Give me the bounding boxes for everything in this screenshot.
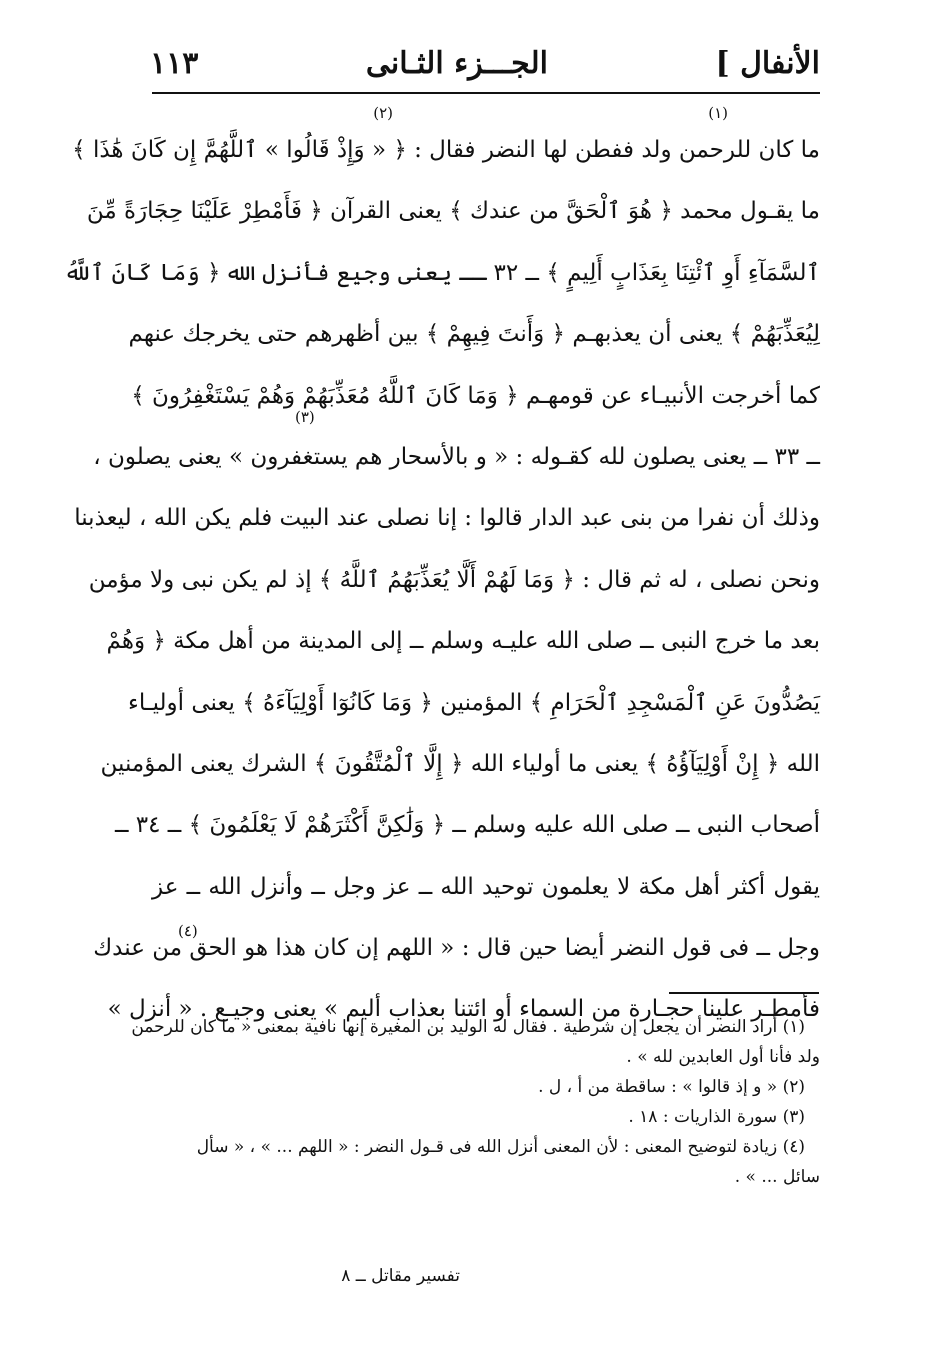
- body-line: ــ ٣٣ ــ يعنى يصلون لله كقـوله : « و بالأسحار هم يستغفرون » يعنى يصلون ،: [93, 443, 820, 470]
- body-text: [63, 120, 820, 1041]
- footnote-mark-3: (٣): [295, 408, 315, 426]
- body-line: وجل ــ فى قول النضر أيضا حين قال : « اللهم إن كان هذا هو الحق من عندك: [93, 935, 820, 962]
- footnotes: [131, 1012, 820, 1192]
- body-line: يَصُدُّونَ عَنِ ٱلْمَسْجِدِ ٱلْحَرَامِ ﴾ المؤمنين ﴿ وَمَا كَانُوٓا أَوْلِيَآءَهُ ﴾ يعنى أوليـاء: [128, 689, 820, 716]
- footnote-mark-2: (٢): [373, 104, 393, 122]
- body-line: ما كان للرحمن ولد ففطن لها النضر فقال : ﴿ « وَإِذْ قَالُوا » ٱللَّهُمَّ إِن كَانَ هَٰذَا ﴾: [72, 137, 820, 163]
- body-line: يقول أكثر أهل مكة لا يعلمون توحيد الله ــ عز وجل ــ وأنزل الله ــ عز: [152, 873, 820, 900]
- body-line: ما يقـول محمد ﴿ هُوَ ٱلْحَقَّ من عندك ﴾ يعنى القرآن ﴿ فَأَمْطِرْ عَلَيْنَا حِجَارَةً مِّنَ: [86, 198, 820, 225]
- body-line: ٱلسَّمَآءِ أَوِ ٱئْتِنَا بِعَذَابٍ أَلِيمٍ ﴾ ــ ٣٢ ــ يعنى وجيع فأنزل الله ﴿ وَمَا كَانَ ٱللَّهُ: [63, 259, 820, 286]
- footnote-1: (١) أراد النضر أن يجعل إن شرطية . فقال له الوليد بن المغيرة إنها نافية بمعنى « ما كان للرحمن: [131, 1017, 805, 1037]
- body-line: بعد ما خرج النبى ــ صلى الله عليـه وسلم ــ إلى المدينة من أهل مكة ﴿ وَهُمْ: [106, 628, 820, 655]
- body-line: فأمطـر علينا حجـارة من السماء أو ائتنا بعذاب أليم » يعنى وجيـع . « أنزل »: [107, 996, 820, 1023]
- body-line: الله ﴿ إِنْ أَوْلِيَآؤُهُ ﴾ يعنى ما أولياء الله ﴿ إِلَّا ٱلْمُتَّقُونَ ﴾ الشرك يعنى المؤمنين: [100, 750, 820, 777]
- footnote-3: (٣) سورة الذاريات : ١٨ .: [628, 1107, 805, 1127]
- page-number: ١١٣: [150, 45, 199, 81]
- signature-mark: تفسير مقاتل ــ ٨: [341, 1266, 460, 1286]
- body-line: أصحاب النبى ــ صلى الله عليه وسلم ــ ﴿ وَلَٰكِنَّ أَكْثَرَهُمْ لَا يَعْلَمُونَ ﴾ ــ ٣٤ ــ: [114, 812, 820, 839]
- footnote-1-cont: ولد فأنا أول العابدين لله » .: [626, 1047, 820, 1067]
- footnote-2: (٢) « و إذ قالوا » : ساقطة من أ ، ل .: [538, 1077, 805, 1097]
- footnote-4-cont: سائل ... » .: [734, 1167, 820, 1187]
- footnote-separator: [669, 992, 819, 994]
- header-rule: [152, 92, 820, 94]
- chapter-title: الأنفال ]: [715, 45, 820, 81]
- body-line: وذلك أن نفرا من بنى عبد الدار قالوا : إنا نصلى عند البيت فلم يكن الله ، ليعذبنا: [74, 505, 820, 532]
- body-line: كما أخرجت الأنبيـاء عن قومهـم ﴿ وَمَا كَانَ ٱللَّهُ مُعَذِّبَهُمْ وَهُمْ يَسْتَغْفِرُونَ ﴾: [131, 382, 820, 409]
- footnote-mark-1: (١): [708, 104, 728, 122]
- volume-title: الجـــزء الثـانى: [365, 45, 548, 81]
- footnote-4: (٤) زيادة لتوضيح المعنى : لأن المعنى أنزل الله فى قـول النضر : « اللهم ... » ، « سأل: [196, 1137, 805, 1157]
- body-line: ونحن نصلى ، له ثم قال : ﴿ وَمَا لَهُمْ أَلَّا يُعَذِّبَهُمُ ٱللَّهُ ﴾ إذ لم يكن نبى ولا مؤمن: [88, 566, 820, 593]
- page-header: [150, 38, 820, 88]
- body-line: لِيُعَذِّبَهُمْ ﴾ يعنى أن يعذبهـم ﴿ وَأَنتَ فِيهِمْ ﴾ بين أظهرهم حتى يخرجك عنهم: [128, 321, 820, 348]
- footnote-mark-4: (٤): [178, 922, 198, 940]
